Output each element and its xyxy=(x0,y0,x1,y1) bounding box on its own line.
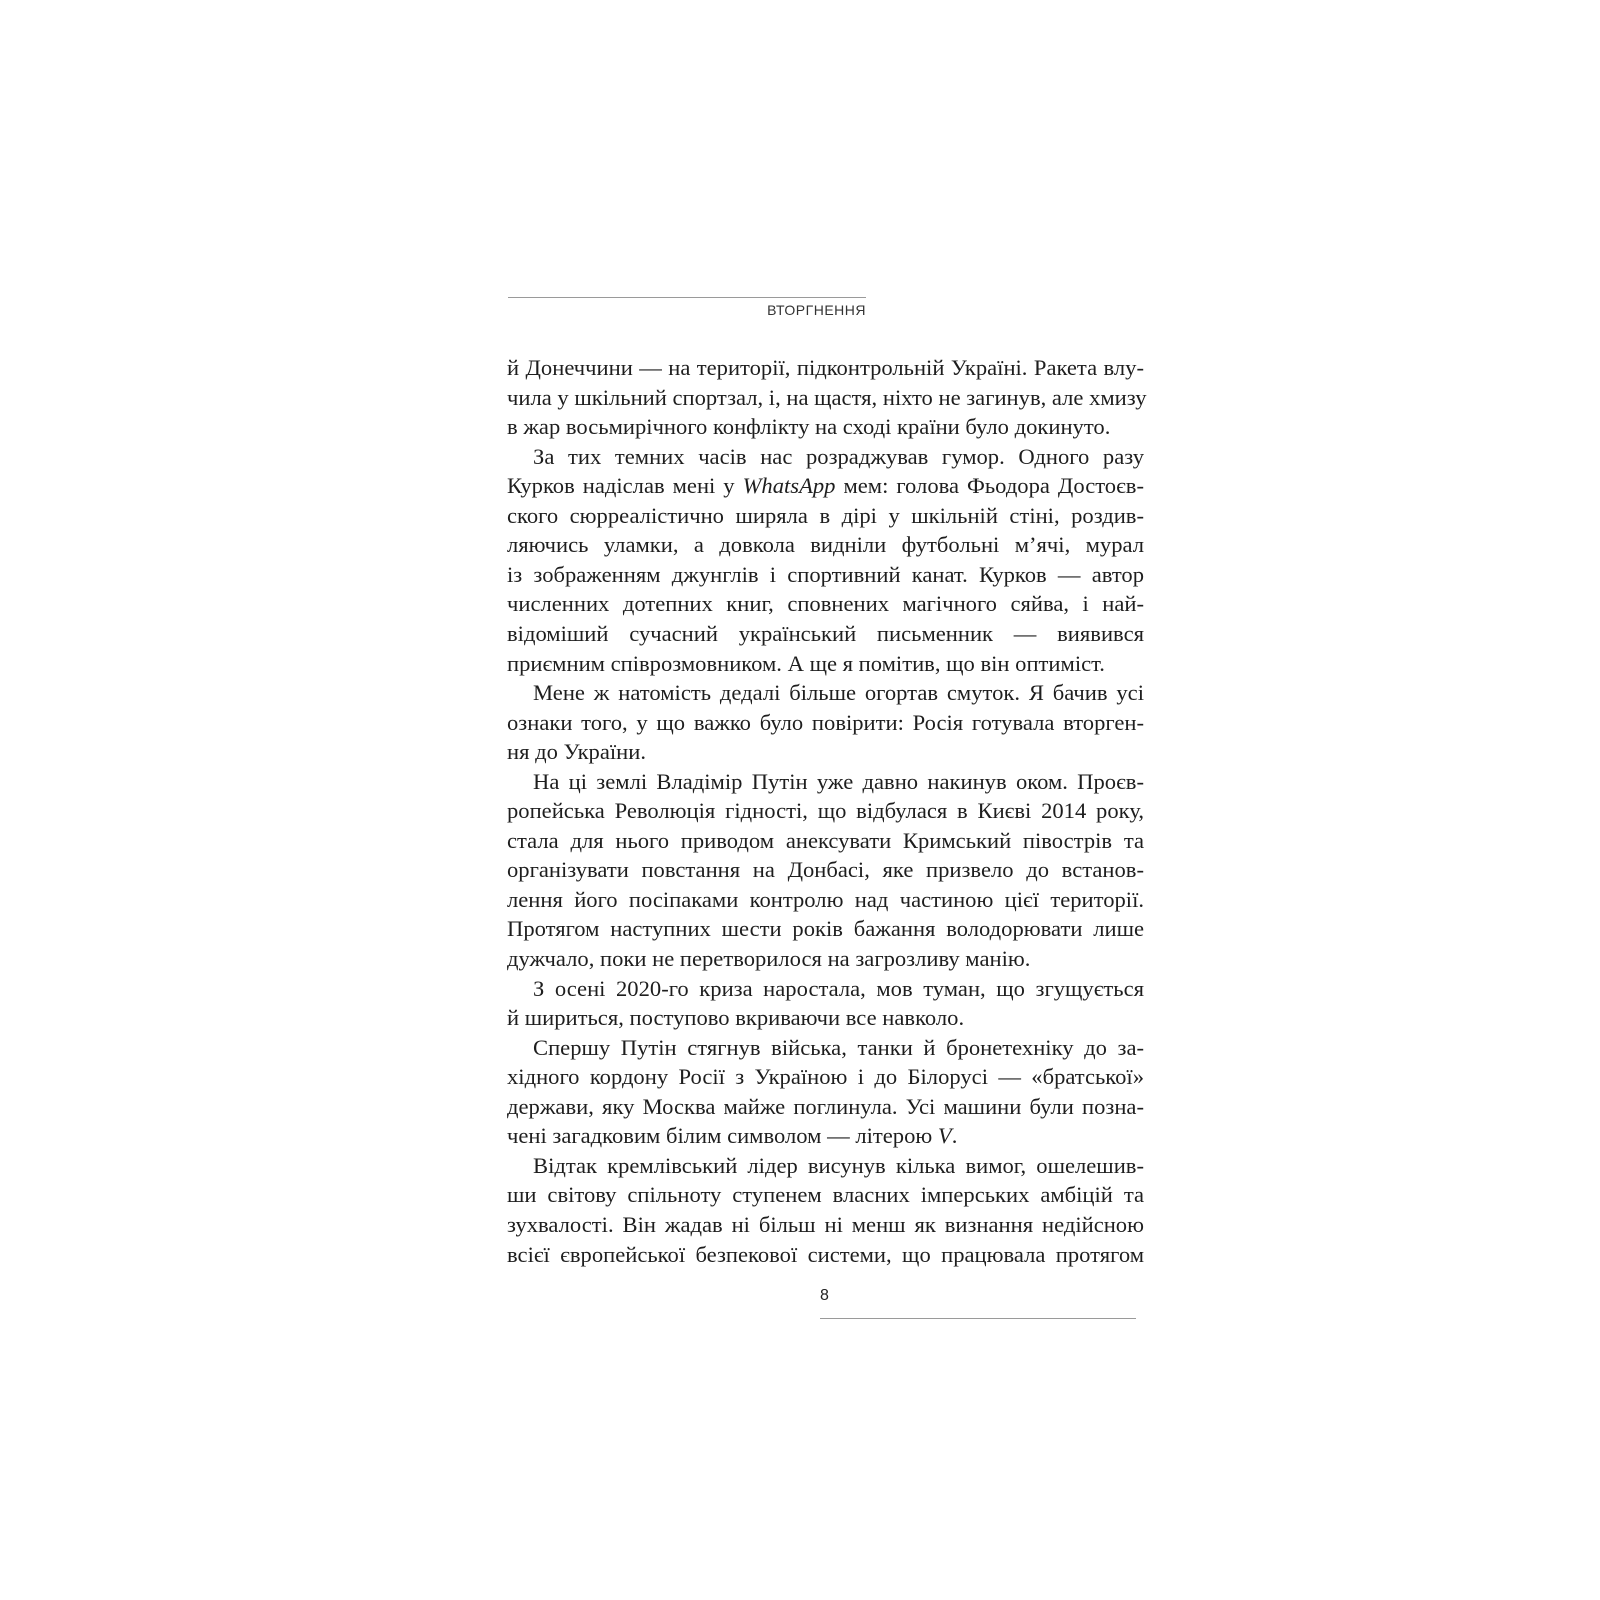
text-segment: чені загадковим білим символом — літерою xyxy=(507,1123,938,1149)
text-segment: мем: голова Фьодора Достоєв- xyxy=(835,473,1144,499)
text-line: хідного кордону Росії з Україною і до Білорусі — «братської» xyxy=(507,1064,1144,1090)
text-line xyxy=(507,1121,1144,1151)
text-line: На ці землі Владімір Путін уже давно накинув оком. Проєв- xyxy=(533,768,1144,794)
text-line: ши світову спільноту ступенем власних імперських амбіцій та xyxy=(507,1182,1144,1208)
text-line: ляючись уламки, а довкола видніли футбольні м’ячі, мурал xyxy=(507,532,1144,558)
text-line: в жар восьмирічного конфлікту на сході країни було докинуто. xyxy=(507,414,1111,440)
header-rule xyxy=(508,297,866,298)
footer-rule xyxy=(820,1318,1136,1319)
text-segment: . xyxy=(951,1123,958,1149)
text-line: Протягом наступних шести років бажання володорювати лише xyxy=(507,916,1144,942)
text-line: й Донеччини — на території, підконтрольній Україні. Ракета влу- xyxy=(507,355,1144,380)
text-line: З осені 2020-го криза наростала, мов туман, що згущується xyxy=(533,975,1144,1001)
text-line: дужчало, поки не перетворилося на загрозливу манію. xyxy=(507,946,1031,971)
text-segment: Курков надіслав мені у xyxy=(507,473,743,499)
text-line: ропейська Революція гідності, що відбулася в Києві 2014 року, xyxy=(507,798,1144,824)
text-line: всієї європейської безпекової системи, що працювала протягом xyxy=(507,1241,1144,1267)
text-line: ского сюрреалістично ширяла в дірі у шкільній стіні, роздив- xyxy=(507,502,1144,528)
italic-term: WhatsApp xyxy=(742,473,836,499)
text-line: За тих темних часів нас розраджував гумор. Одного разу xyxy=(533,443,1144,469)
text-line: Відтак кремлівський лідер висунув кілька вимог, ошелешив- xyxy=(533,1152,1144,1178)
text-line: ознаки того, у що важко було повірити: Росія готувала вторген- xyxy=(507,709,1144,735)
text-line: численних дотепних книг, сповнених магічного сяйва, і най- xyxy=(507,591,1144,617)
text-line: зухвалості. Він жадав ні більш ні менш як визнання недійсною xyxy=(507,1211,1144,1237)
text-line: організувати повстання на Донбасі, яке призвело до встанов- xyxy=(507,857,1144,883)
running-head: ВТОРГНЕННЯ xyxy=(767,302,866,318)
italic-term: V xyxy=(937,1123,952,1149)
text-line: держави, яку Москва майже поглинула. Усі машини були позна- xyxy=(507,1093,1144,1119)
text-line xyxy=(507,471,1144,501)
text-line: із зображенням джунглів і спортивний канат. Курков — автор xyxy=(507,561,1144,587)
text-line: й шириться, поступово вкриваючи все навколо. xyxy=(507,1005,965,1031)
text-line: приємним співрозмовником. А ще я помітив, що він оптиміст. xyxy=(507,650,1105,676)
text-line: Мене ж натомість дедалі більше огортав смуток. Я бачив усі xyxy=(533,680,1144,706)
text-line: лення його посіпаками контролю над частиною цієї території. xyxy=(507,886,1144,912)
text-line: стала для нього приводом анексувати Кримський півострів та xyxy=(507,827,1144,853)
text-line: відоміший сучасний український письменник — виявився xyxy=(507,620,1144,646)
text-line: Спершу Путін стягнув війська, танки й бронетехніку до за- xyxy=(533,1034,1144,1060)
text-line: чила у шкільний спортзал, і, на щастя, ніхто не загинув, але хмизу xyxy=(507,384,1147,410)
page-number: 8 xyxy=(820,1287,829,1304)
text-line: ня до України. xyxy=(507,739,646,765)
